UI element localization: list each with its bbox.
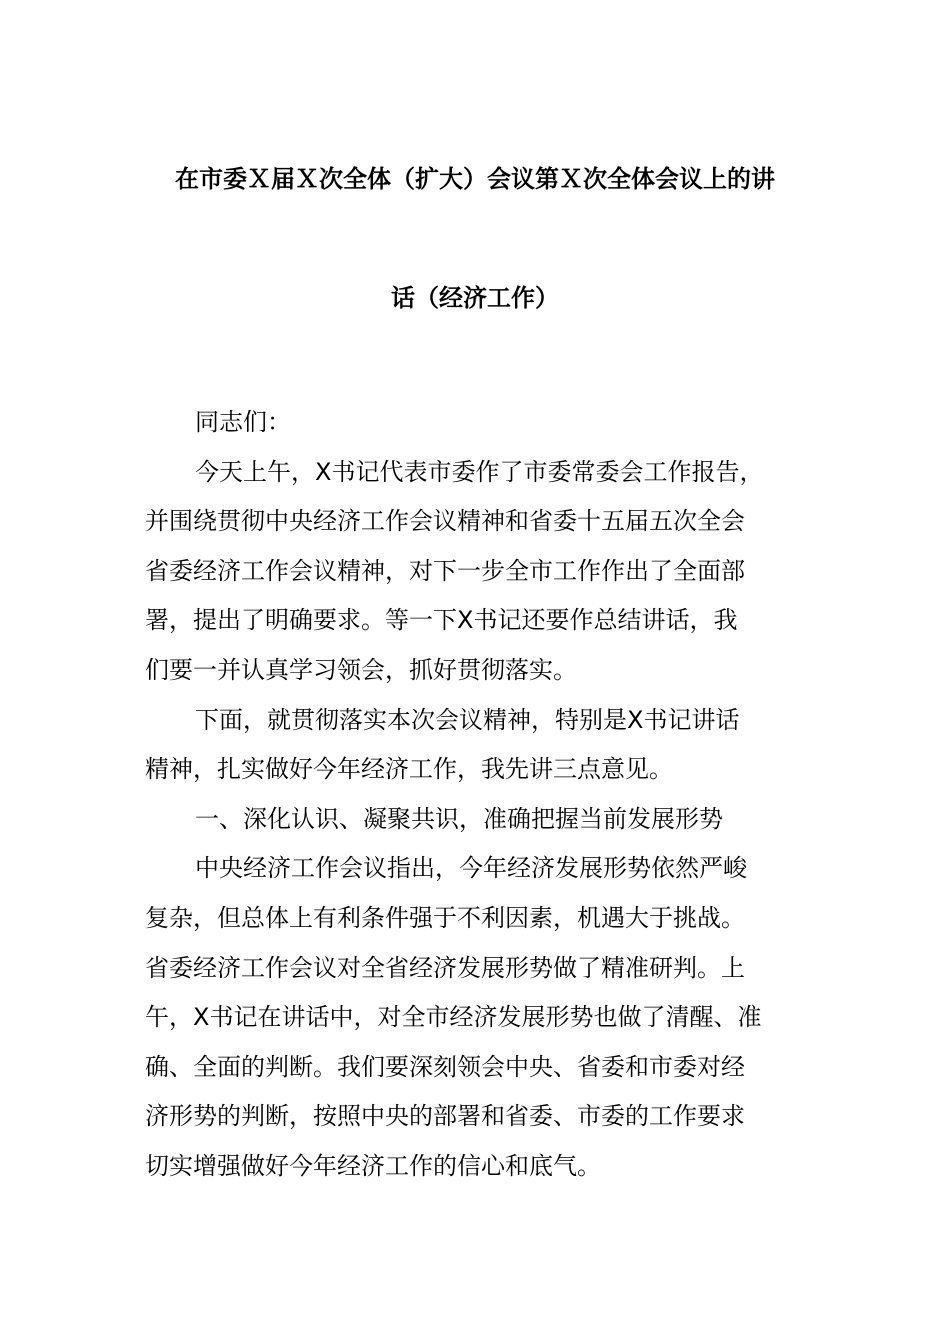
paragraph-3-line-3: 省委经济工作会议对全省经济发展形势做了精准研判。上: [145, 953, 745, 982]
paragraph-3-line-1: 中央经济工作会议指出，今年经济发展形势依然严峻: [195, 854, 747, 883]
paragraph-1-line-5: 们要一并认真学习领会，抓好贯彻落实。: [145, 655, 577, 684]
document-body: [145, 398, 807, 1192]
section-heading-1: 一、深化认识、凝聚共识，准确把握当前发展形势: [195, 804, 723, 833]
paragraph-3-line-5: 确、全面的判断。我们要深刻领会中央、省委和市委对经: [145, 1052, 745, 1081]
paragraph-3-line-2: 复杂，但总体上有利条件强于不利因素，机遇大于挑战。: [145, 903, 745, 932]
salutation: 同志们：: [195, 408, 291, 436]
paragraph-3-line-4: 午，X书记在讲话中，对全市经济发展形势也做了清醒、准: [145, 1003, 762, 1032]
document-title-line-2: 话（经济工作）: [391, 284, 559, 312]
paragraph-1-line-4: 署，提出了明确要求。等一下X书记还要作总结讲话，我: [145, 606, 738, 635]
paragraph-1-line-3: 省委经济工作会议精神，对下一步全市工作作出了全面部: [145, 556, 745, 585]
paragraph-3-line-6: 济形势的判断，按照中央的部署和省委、市委的工作要求: [145, 1102, 745, 1131]
paragraph-2-line-1: 下面，就贯彻落实本次会议精神，特别是X书记讲话: [195, 705, 740, 734]
paragraph-2-line-2: 精神，扎实做好今年经济工作，我先讲三点意见。: [145, 755, 673, 784]
paragraph-3-line-7: 切实增强做好今年经济工作的信心和底气。: [145, 1151, 601, 1180]
paragraph-1-line-1: 今天上午，X书记代表市委作了市委常委会工作报告，: [195, 457, 764, 486]
paragraph-1-line-2: 并围绕贯彻中央经济工作会议精神和省委十五届五次全会: [145, 507, 745, 536]
document-title-line-1: 在市委Ｘ届Ｘ次全体（扩大）会议第Ｘ次全体会议上的讲: [175, 165, 775, 193]
